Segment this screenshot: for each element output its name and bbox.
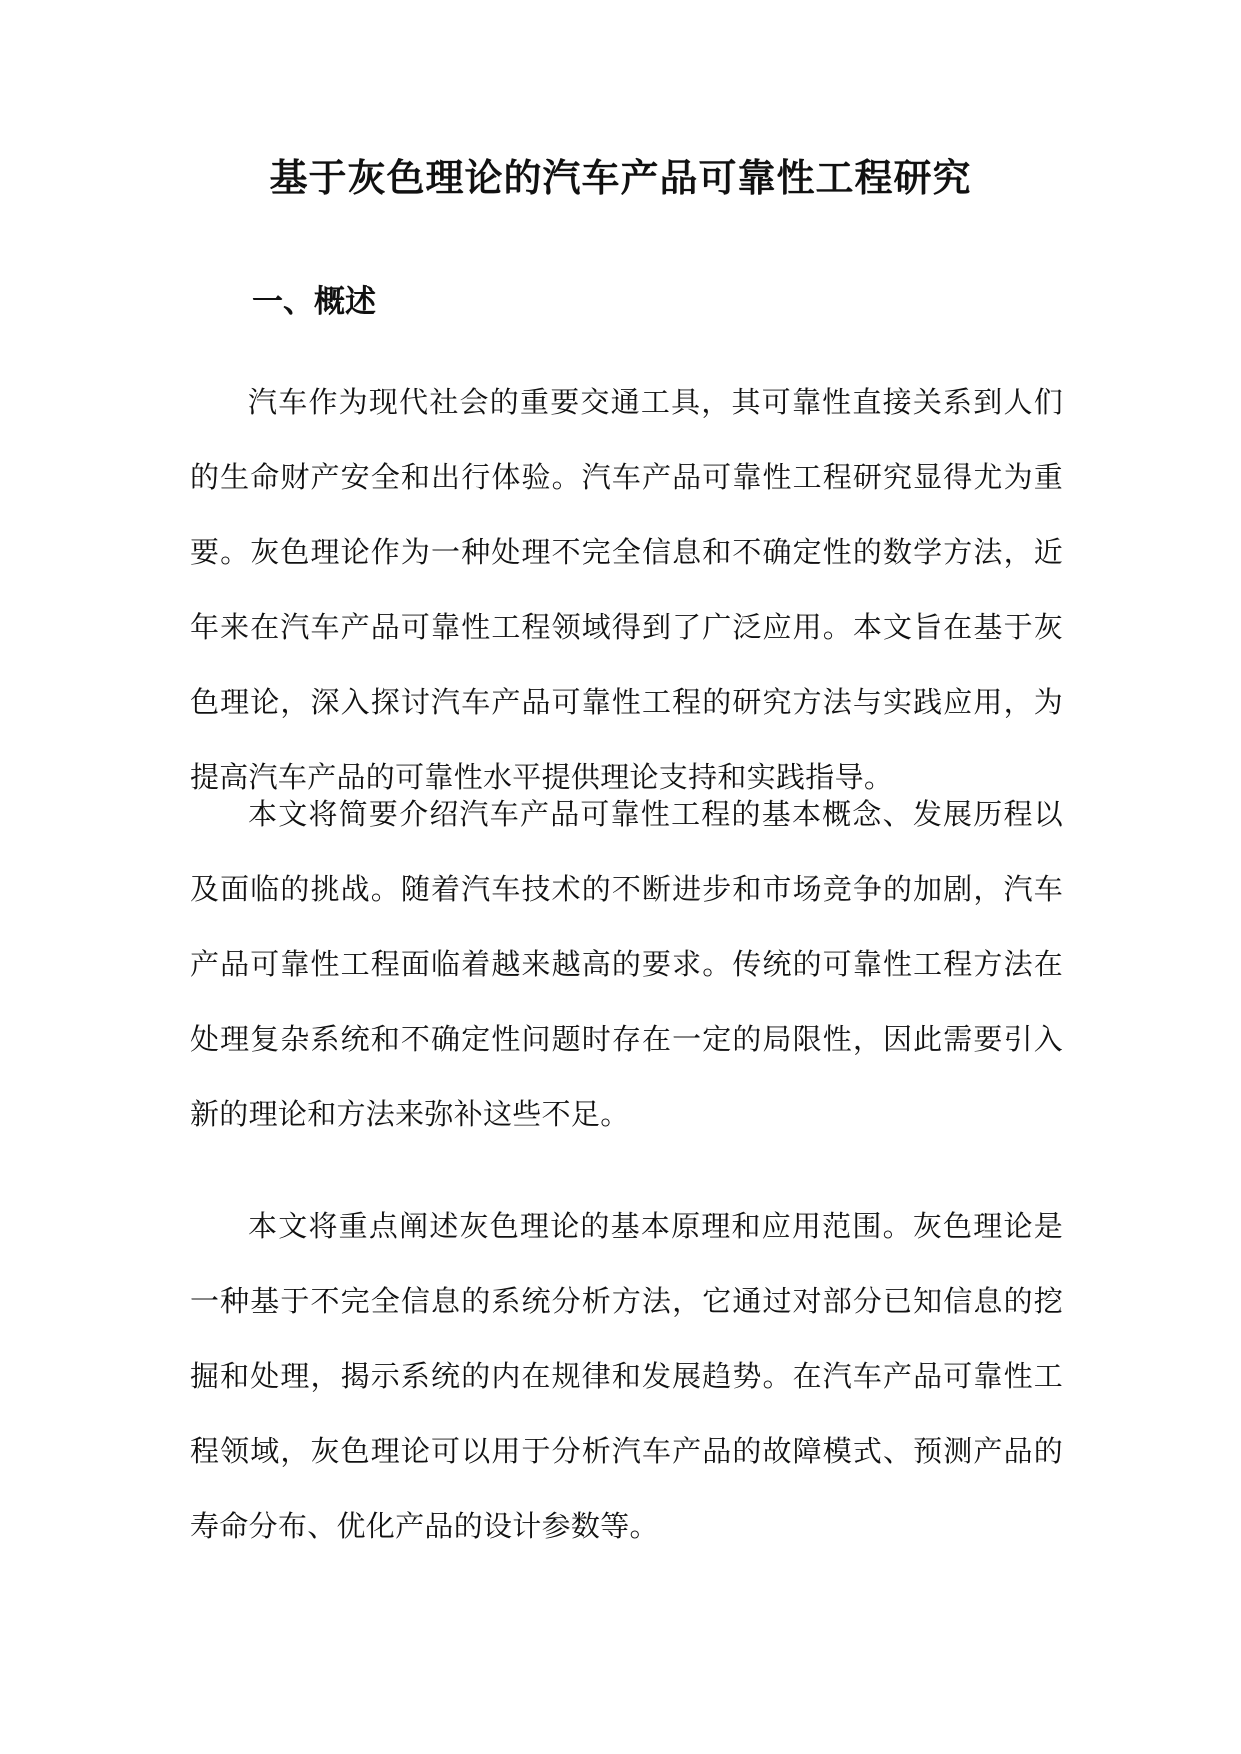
body-paragraph: 本文将重点阐述灰色理论的基本原理和应用范围。灰色理论是一种基于不完全信息的系统分析方法，它通过对部分已知信息的挖掘和处理，揭示系统的内在规律和发展趋势。在汽车产品可靠性工程领域，灰色理论可以用于分析汽车产品的故障模式、预测产品的寿命分布、优化产品的设计参数等。 xyxy=(190,1209,1063,1543)
body-paragraph: 汽车作为现代社会的重要交通工具，其可靠性直接关系到人们的生命财产安全和出行体验。汽车产品可靠性工程研究显得尤为重要。灰色理论作为一种处理不完全信息和不确定性的数学方法，近年来在汽车产品可靠性工程领域得到了广泛应用。本文旨在基于灰色理论，深入探讨汽车产品可靠性工程的研究方法与实践应用，为提高汽车产品的可靠性水平提供理论支持和实践指导。 xyxy=(190,385,1063,794)
section-heading: 一、概述 xyxy=(252,284,376,320)
body-paragraph: 本文将简要介绍汽车产品可靠性工程的基本概念、发展历程以及面临的挑战。随着汽车技术的不断进步和市场竞争的加剧，汽车产品可靠性工程面临着越来越高的要求。传统的可靠性工程方法在处理复杂系统和不确定性问题时存在一定的局限性，因此需要引入新的理论和方法来弥补这些不足。 xyxy=(190,797,1063,1131)
document-title: 基于灰色理论的汽车产品可靠性工程研究 xyxy=(269,155,972,200)
